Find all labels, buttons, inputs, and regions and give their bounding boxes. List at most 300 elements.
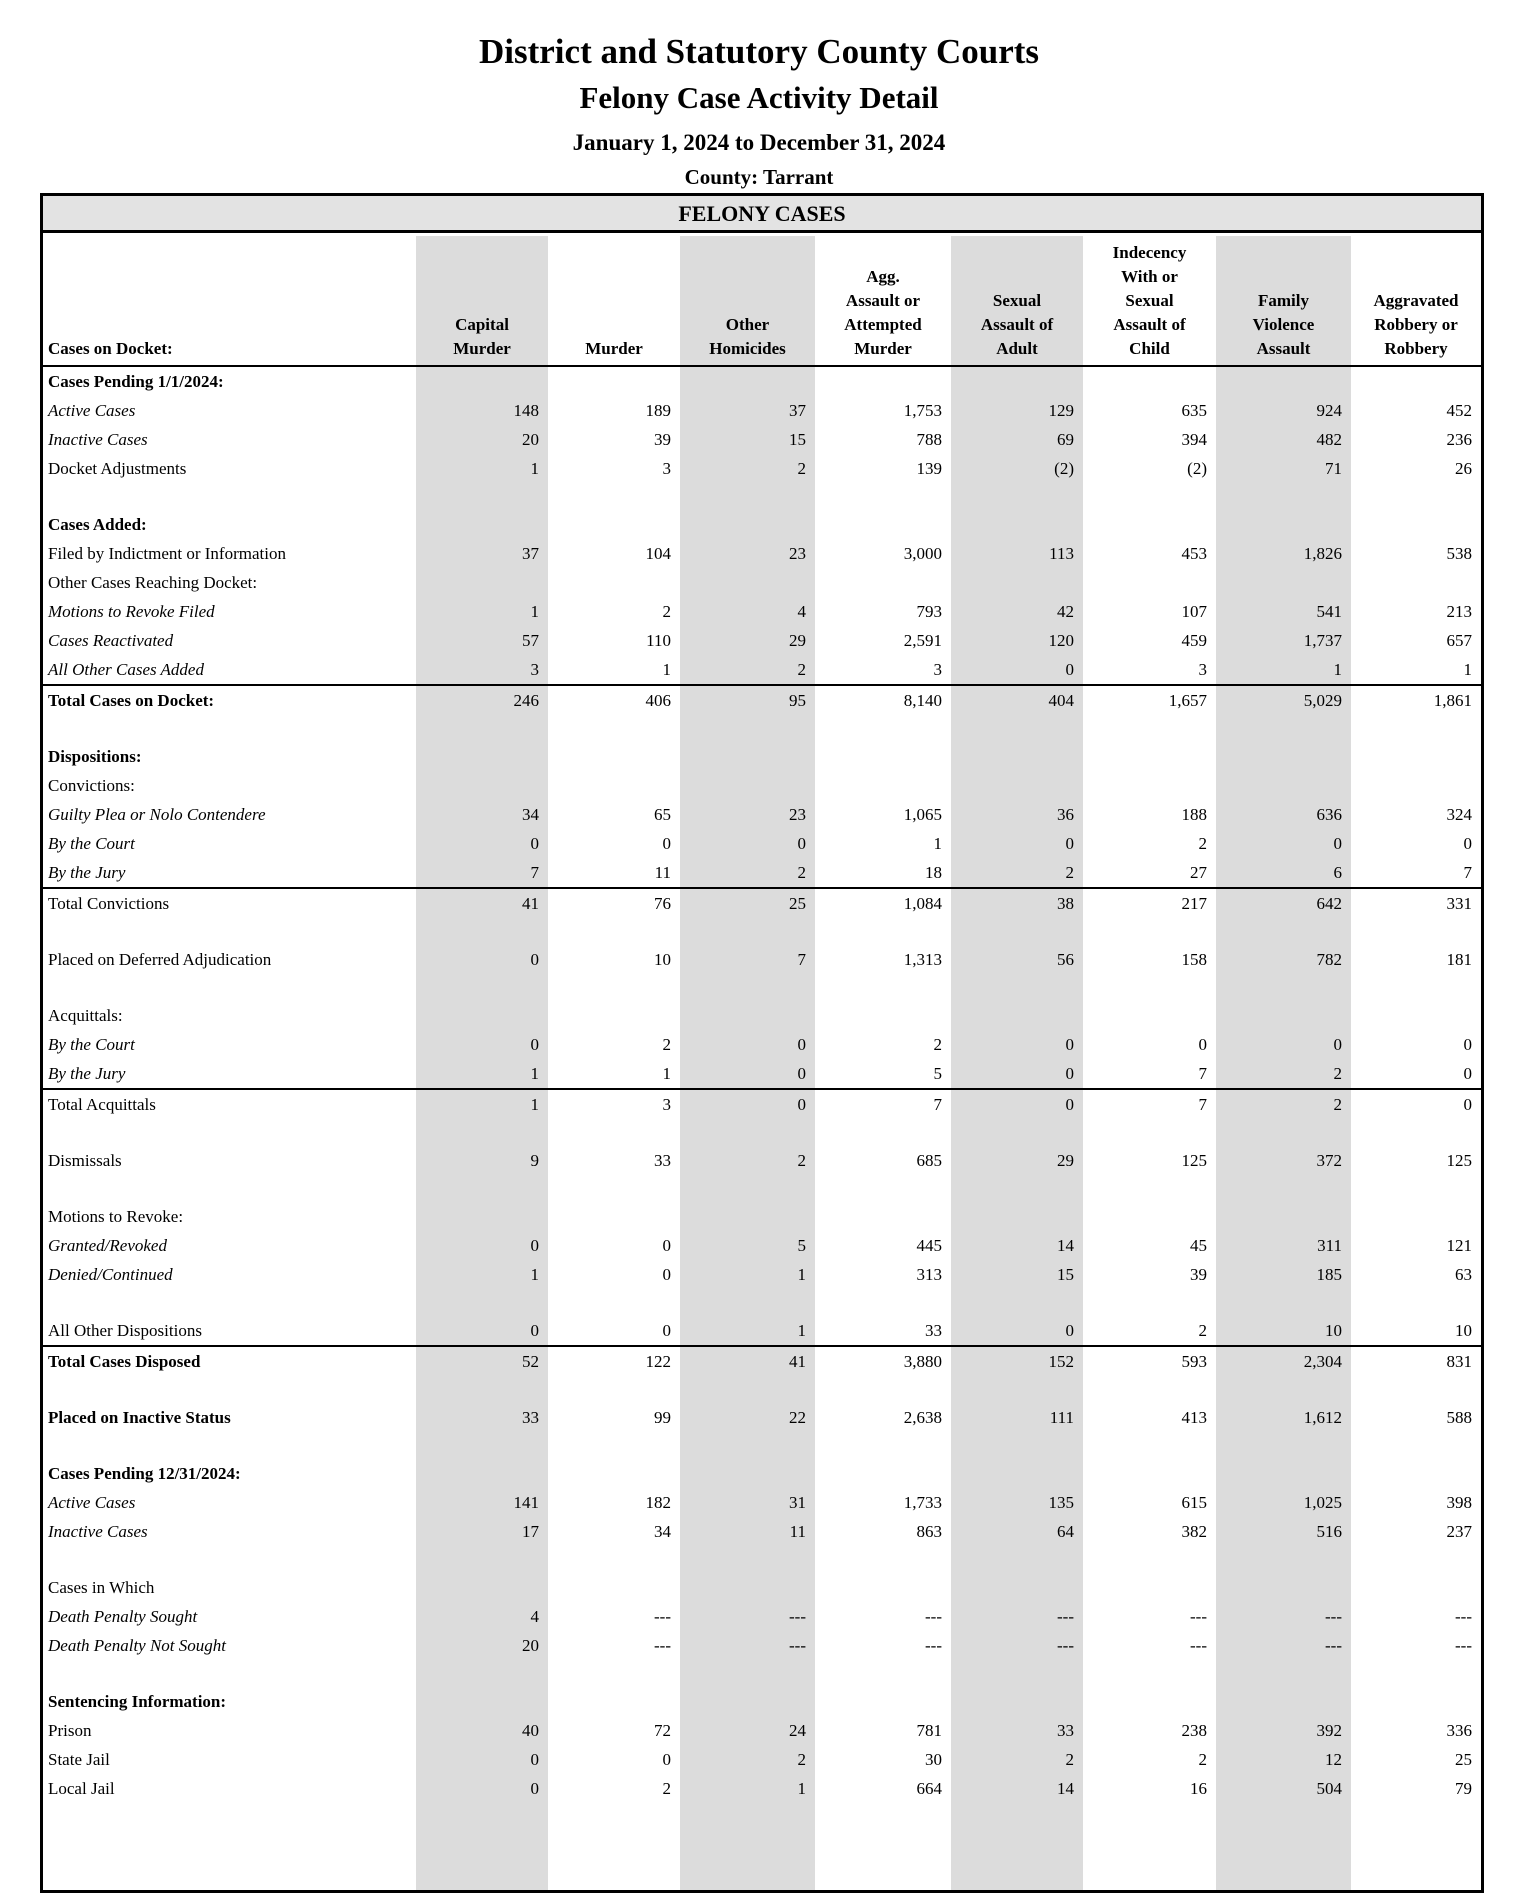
value-cell: 445: [916, 1235, 942, 1255]
value-cell: [1083, 568, 1216, 597]
value-cell: ---: [1325, 1635, 1342, 1655]
value-cell: ---: [1190, 1606, 1207, 1626]
value-cell: 7: [815, 1089, 951, 1119]
spacer-cell: [815, 918, 951, 945]
spacer-cell: [548, 1432, 680, 1459]
value-cell: 110: [646, 630, 671, 650]
value-cell: 1,753: [903, 400, 942, 420]
spacer-cell: [416, 974, 548, 1001]
value-cell: [1351, 1687, 1481, 1716]
table-row: [43, 1488, 1481, 1517]
value-cell: [815, 771, 951, 800]
value-cell: 0: [662, 1320, 671, 1340]
value-cell: 793: [916, 601, 942, 621]
column-header: [416, 236, 548, 366]
value-cell: [548, 1001, 680, 1030]
value-cell: 10: [654, 949, 671, 969]
value-cell: 0: [530, 833, 539, 853]
table-row: [43, 1745, 1481, 1774]
value-cell: 246: [416, 685, 548, 715]
row-label: All Other Dispositions: [48, 1320, 202, 1340]
spacer-cell: [1083, 1119, 1216, 1146]
value-cell: [1083, 510, 1216, 539]
value-cell: 452: [1446, 400, 1472, 420]
value-cell: 189: [645, 400, 671, 420]
value-cell: [1351, 510, 1481, 539]
value-cell: [1351, 366, 1481, 396]
value-cell: 1,733: [903, 1492, 942, 1512]
value-cell: 782: [1316, 949, 1342, 969]
value-cell: 642: [1216, 888, 1351, 918]
spacer-cell: [951, 1175, 1083, 1202]
spacer-cell: [416, 483, 548, 510]
value-cell: [548, 366, 680, 396]
value-cell: 657: [1446, 630, 1472, 650]
value-cell: [416, 1687, 548, 1716]
column-header-line: Assault or: [845, 291, 921, 310]
value-cell: 8,140: [815, 685, 951, 715]
value-cell: ---: [654, 1635, 671, 1655]
table-row: [43, 366, 1481, 396]
value-cell: 39: [1190, 1264, 1207, 1284]
spacer-cell: [1216, 483, 1351, 510]
spacer-cell: [548, 1119, 680, 1146]
value-cell: [548, 568, 680, 597]
column-header-line: Assault: [1256, 339, 1311, 358]
value-cell: ---: [789, 1635, 806, 1655]
value-cell: 482: [1316, 429, 1342, 449]
value-cell: 593: [1083, 1346, 1216, 1376]
spacer-cell: [416, 1119, 548, 1146]
value-cell: 2: [1198, 1320, 1207, 1340]
value-cell: [1216, 1202, 1351, 1231]
row-label: Convictions:: [48, 775, 135, 795]
value-cell: 37: [522, 543, 539, 563]
value-cell: 7: [1198, 1063, 1207, 1083]
value-cell: 331: [1351, 888, 1481, 918]
row-label: By the Jury: [48, 1063, 126, 1083]
column-header-line: Family: [1258, 291, 1309, 310]
table-row: [43, 1459, 1481, 1488]
value-cell: 413: [1181, 1407, 1207, 1427]
value-cell: 27: [1190, 862, 1207, 882]
table-row: [43, 858, 1481, 888]
value-cell: 18: [925, 862, 942, 882]
value-cell: 20: [522, 1635, 539, 1655]
spacer-cell: [43, 715, 416, 742]
value-cell: 23: [789, 543, 806, 563]
spacer-cell: [951, 1546, 1083, 1573]
value-cell: 65: [654, 804, 671, 824]
value-cell: 406: [548, 685, 680, 715]
value-cell: 64: [1057, 1521, 1074, 1541]
spacer-cell: [680, 1660, 815, 1687]
value-cell: [1351, 1459, 1481, 1488]
row-label: Total Convictions: [43, 888, 416, 918]
value-cell: [416, 510, 548, 539]
spacer-cell: [815, 1376, 951, 1403]
table-row: [43, 1089, 1481, 1119]
spacer-row: [43, 1432, 1481, 1459]
spacer-cell: [815, 1289, 951, 1316]
report-county: County: Tarrant: [684, 165, 834, 189]
value-cell: 2: [662, 1034, 671, 1054]
table-row: [43, 742, 1481, 771]
value-cell: 1,025: [1303, 1492, 1342, 1512]
table-row: [43, 655, 1481, 685]
value-cell: 398: [1446, 1492, 1472, 1512]
spacer-cell: [416, 715, 548, 742]
value-cell: [951, 771, 1083, 800]
value-cell: 30: [925, 1749, 942, 1769]
column-header-line: Homicides: [709, 339, 786, 358]
value-cell: [1083, 1573, 1216, 1602]
table-row: [43, 539, 1481, 568]
spacer-cell: [680, 1376, 815, 1403]
value-cell: 11: [654, 862, 671, 882]
value-cell: 1: [416, 1089, 548, 1119]
value-cell: 181: [1446, 949, 1472, 969]
value-cell: 95: [680, 685, 815, 715]
value-cell: 685: [916, 1150, 942, 1170]
spacer-cell: [548, 1376, 680, 1403]
value-cell: 76: [548, 888, 680, 918]
value-cell: 237: [1446, 1521, 1472, 1541]
value-cell: 0: [530, 1034, 539, 1054]
value-cell: 33: [522, 1407, 539, 1427]
column-header: [548, 236, 680, 366]
value-cell: 5: [933, 1063, 942, 1083]
value-cell: 2: [797, 458, 806, 478]
value-cell: [815, 366, 951, 396]
value-cell: 0: [951, 1089, 1083, 1119]
spacer-cell: [416, 1660, 548, 1687]
value-cell: 1,657: [1083, 685, 1216, 715]
value-cell: [815, 742, 951, 771]
row-label: Guilty Plea or Nolo Contendere: [48, 804, 266, 824]
column-header-line: Robbery: [1384, 339, 1448, 358]
spacer-cell: [1351, 1432, 1481, 1459]
value-cell: 42: [1057, 601, 1074, 621]
value-cell: 1,861: [1351, 685, 1481, 715]
value-cell: 1: [797, 1778, 806, 1798]
value-cell: 0: [1463, 1063, 1472, 1083]
value-cell: 2: [797, 1150, 806, 1170]
value-cell: 2: [1198, 833, 1207, 853]
value-cell: 152: [951, 1346, 1083, 1376]
value-cell: 924: [1316, 400, 1342, 420]
value-cell: 2: [1065, 862, 1074, 882]
row-label: Inactive Cases: [48, 1521, 148, 1541]
spacer-cell: [951, 1660, 1083, 1687]
spacer-row: [43, 1376, 1481, 1403]
spacer-cell: [43, 483, 416, 510]
spacer-cell: [43, 974, 416, 1001]
value-cell: [416, 1001, 548, 1030]
value-cell: 635: [1181, 400, 1207, 420]
value-cell: 0: [1065, 1034, 1074, 1054]
row-label: Dispositions:: [48, 746, 142, 766]
column-header-line: Robbery or: [1374, 315, 1458, 334]
value-cell: ---: [654, 1606, 671, 1626]
value-cell: 25: [1455, 1749, 1472, 1769]
value-cell: [951, 1687, 1083, 1716]
spacer-cell: [416, 1175, 548, 1202]
spacer-cell: [1083, 1289, 1216, 1316]
value-cell: [1216, 1573, 1351, 1602]
value-cell: 120: [1048, 630, 1074, 650]
spacer-cell: [1216, 1119, 1351, 1146]
value-cell: 121: [1446, 1235, 1472, 1255]
table-row: [43, 396, 1481, 425]
value-cell: ---: [1057, 1606, 1074, 1626]
table-row: [43, 1687, 1481, 1716]
spacer-cell: [951, 483, 1083, 510]
row-label: Placed on Deferred Adjudication: [48, 949, 272, 969]
spacer-cell: [548, 1175, 680, 1202]
value-cell: 72: [654, 1720, 671, 1740]
value-cell: 238: [1181, 1720, 1207, 1740]
value-cell: 52: [416, 1346, 548, 1376]
value-cell: 0: [1065, 833, 1074, 853]
value-cell: 7: [1463, 862, 1472, 882]
value-cell: 664: [916, 1778, 942, 1798]
spacer-cell: [951, 1376, 1083, 1403]
value-cell: 4: [797, 601, 806, 621]
value-cell: [951, 366, 1083, 396]
spacer-cell: [680, 483, 815, 510]
value-cell: [416, 771, 548, 800]
value-cell: [1216, 568, 1351, 597]
column-header-line: With or: [1121, 267, 1178, 286]
table-row: [43, 1001, 1481, 1030]
spacer-cell: [815, 1546, 951, 1573]
spacer-cell: [548, 1660, 680, 1687]
value-cell: 41: [680, 1346, 815, 1376]
spacer-cell: [1351, 483, 1481, 510]
value-cell: 14: [1057, 1778, 1074, 1798]
value-cell: [951, 1573, 1083, 1602]
value-cell: 404: [951, 685, 1083, 715]
value-cell: [1083, 742, 1216, 771]
row-label: Death Penalty Not Sought: [48, 1635, 227, 1655]
value-cell: 182: [645, 1492, 671, 1512]
value-cell: 2,304: [1216, 1346, 1351, 1376]
row-label: By the Court: [48, 1034, 135, 1054]
column-header-line: Murder: [585, 339, 643, 358]
value-cell: 0: [680, 1089, 815, 1119]
spacer-cell: [548, 1546, 680, 1573]
value-cell: [1083, 366, 1216, 396]
value-cell: 113: [1049, 543, 1074, 563]
value-cell: 2: [797, 659, 806, 679]
value-cell: 1,612: [1303, 1407, 1342, 1427]
value-cell: [416, 1459, 548, 1488]
row-label: Active Cases: [48, 1492, 136, 1512]
row-label: Sentencing Information:: [48, 1691, 227, 1711]
spacer-cell: [416, 1289, 548, 1316]
value-cell: 311: [1317, 1235, 1342, 1255]
value-cell: ---: [1057, 1635, 1074, 1655]
spacer-cell: [1216, 1175, 1351, 1202]
value-cell: [548, 771, 680, 800]
spacer-cell: [951, 918, 1083, 945]
value-cell: 6: [1333, 862, 1342, 882]
table-row: [43, 1774, 1481, 1803]
spacer-cell: [1083, 483, 1216, 510]
spacer-cell: [1083, 1660, 1216, 1687]
spacer-cell: [1351, 1376, 1481, 1403]
spacer-cell: [951, 974, 1083, 1001]
spacer-cell: [1083, 1546, 1216, 1573]
value-cell: 1,065: [903, 804, 942, 824]
column-header-row: [43, 236, 1481, 366]
spacer-cell: [1351, 1546, 1481, 1573]
value-cell: [1083, 1001, 1216, 1030]
value-cell: [951, 1459, 1083, 1488]
value-cell: 2: [933, 1034, 942, 1054]
spacer-cell: [680, 1119, 815, 1146]
value-cell: 1: [530, 1264, 539, 1284]
value-cell: 781: [916, 1720, 942, 1740]
spacer-cell: [1351, 974, 1481, 1001]
row-label: Prison: [48, 1720, 92, 1740]
spacer-cell: [1083, 1432, 1216, 1459]
value-cell: 36: [1057, 804, 1074, 824]
report-subtitle: Felony Case Activity Detail: [579, 80, 939, 115]
value-cell: 20: [522, 429, 539, 449]
table-row: [43, 626, 1481, 655]
row-label: Total Acquittals: [43, 1089, 416, 1119]
value-cell: 0: [530, 1749, 539, 1769]
value-cell: 1: [797, 1264, 806, 1284]
value-cell: 4: [530, 1606, 539, 1626]
spacer-cell: [815, 1660, 951, 1687]
row-label: Cases Pending 1/1/2024:: [48, 371, 224, 391]
value-cell: 34: [654, 1521, 671, 1541]
value-cell: 11: [789, 1521, 806, 1541]
value-cell: 17: [522, 1521, 539, 1541]
value-cell: 1: [662, 1063, 671, 1083]
value-cell: [951, 568, 1083, 597]
value-cell: 0: [530, 1320, 539, 1340]
value-cell: [548, 1687, 680, 1716]
value-cell: 71: [1325, 458, 1342, 478]
column-header: [815, 236, 951, 366]
spacer-cell: [1083, 715, 1216, 742]
value-cell: 7: [1083, 1089, 1216, 1119]
value-cell: 0: [662, 833, 671, 853]
spacer-cell: [43, 1376, 416, 1403]
value-cell: 2: [662, 1778, 671, 1798]
spacer-row: [43, 1175, 1481, 1202]
value-cell: 125: [1181, 1150, 1207, 1170]
value-cell: [548, 1573, 680, 1602]
spacer-row: [43, 918, 1481, 945]
table-row: [43, 685, 1481, 715]
value-cell: 1: [933, 833, 942, 853]
value-cell: 313: [916, 1264, 942, 1284]
value-cell: 1: [1333, 659, 1342, 679]
row-label: Docket Adjustments: [48, 458, 187, 478]
value-cell: 22: [789, 1407, 806, 1427]
value-cell: 516: [1316, 1521, 1342, 1541]
value-cell: [1216, 510, 1351, 539]
row-label: Inactive Cases: [48, 429, 148, 449]
value-cell: 1: [530, 1063, 539, 1083]
value-cell: 3,880: [815, 1346, 951, 1376]
value-cell: 41: [416, 888, 548, 918]
spacer-cell: [1083, 1175, 1216, 1202]
row-label: Other Cases Reaching Docket:: [48, 572, 258, 592]
table-row: [43, 1030, 1481, 1059]
value-cell: [815, 1573, 951, 1602]
table-row: [43, 454, 1481, 483]
value-cell: [416, 366, 548, 396]
value-cell: [1351, 1001, 1481, 1030]
value-cell: 37: [789, 400, 806, 420]
spacer-row: [43, 1546, 1481, 1573]
value-cell: 0: [797, 833, 806, 853]
spacer-cell: [951, 1119, 1083, 1146]
value-cell: 125: [1446, 1150, 1472, 1170]
value-cell: 56: [1057, 949, 1074, 969]
value-cell: [1351, 742, 1481, 771]
value-cell: ---: [925, 1606, 942, 1626]
table-row: [43, 771, 1481, 800]
value-cell: 33: [654, 1150, 671, 1170]
value-cell: [548, 1202, 680, 1231]
spacer-cell: [416, 1376, 548, 1403]
value-cell: 107: [1181, 601, 1207, 621]
table-row: [43, 945, 1481, 974]
value-cell: 24: [789, 1720, 806, 1740]
spacer-cell: [1216, 1376, 1351, 1403]
value-cell: 141: [513, 1492, 539, 1512]
row-label: Death Penalty Sought: [48, 1606, 198, 1626]
value-cell: [680, 1001, 815, 1030]
value-cell: [680, 366, 815, 396]
table-row: [43, 1631, 1481, 1660]
column-header-line: Assault of: [980, 315, 1054, 334]
row-label: Filed by Indictment or Information: [48, 543, 286, 563]
value-cell: (2): [1187, 458, 1207, 478]
value-cell: 2,638: [903, 1407, 942, 1427]
value-cell: [951, 1001, 1083, 1030]
row-label: Motions to Revoke:: [48, 1206, 184, 1226]
value-cell: 538: [1446, 543, 1472, 563]
value-cell: [416, 568, 548, 597]
value-cell: 1: [662, 659, 671, 679]
spacer-cell: [1351, 918, 1481, 945]
value-cell: [680, 1459, 815, 1488]
row-label: By the Jury: [48, 862, 126, 882]
column-header-line: Adult: [996, 339, 1038, 358]
column-header-line: Indecency: [1112, 243, 1187, 262]
value-cell: 504: [1316, 1778, 1342, 1798]
spacer-cell: [1351, 1175, 1481, 1202]
value-cell: 12: [1325, 1749, 1342, 1769]
value-cell: 15: [1057, 1264, 1074, 1284]
value-cell: ---: [1455, 1606, 1472, 1626]
value-cell: [1083, 1687, 1216, 1716]
value-cell: [815, 1001, 951, 1030]
spacer-cell: [1216, 1546, 1351, 1573]
value-cell: 31: [789, 1492, 806, 1512]
value-cell: 39: [654, 429, 671, 449]
value-cell: 7: [530, 862, 539, 882]
spacer-cell: [680, 918, 815, 945]
